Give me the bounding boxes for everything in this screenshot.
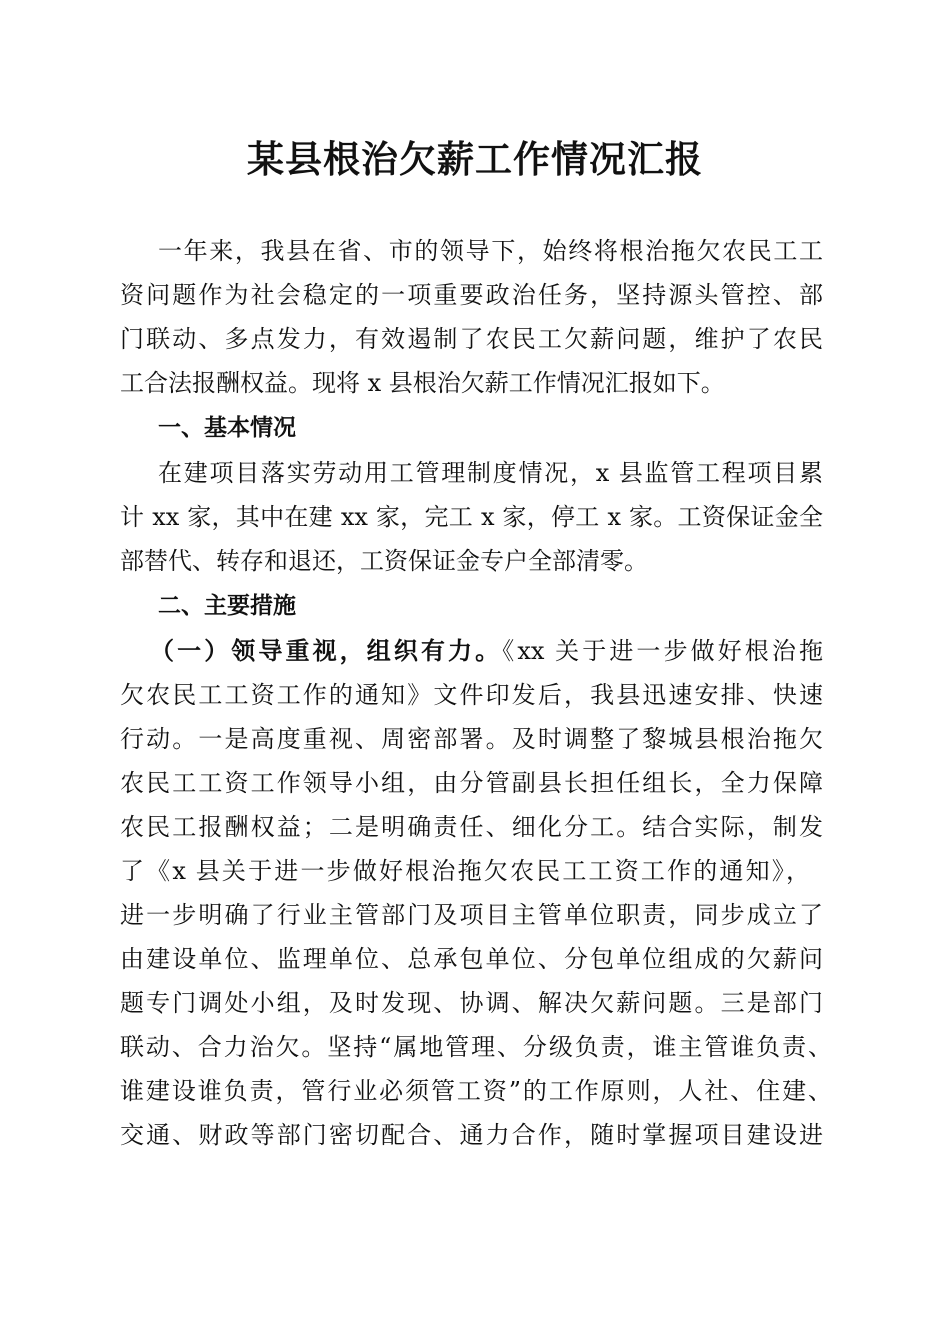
body-line: 计 xx 家，其中在建 xx 家，完工 x 家，停工 x 家。工资保证金全 bbox=[120, 503, 823, 531]
intro-line: 一年来，我县在省、市的领导下，始终将根治拖欠农民工工 bbox=[158, 237, 823, 265]
intro-line: 工合法报酬权益。现将 x 县根治欠薪工作情况汇报如下。 bbox=[120, 369, 725, 397]
body-line: 交通、财政等部门密切配合、通力合作，随时掌握项目建设进 bbox=[120, 1121, 823, 1149]
section-heading-basic: 一、基本情况 bbox=[158, 415, 296, 441]
intro-line: 门联动、多点发力，有效遏制了农民工欠薪问题，维护了农民 bbox=[120, 325, 823, 353]
body-line: 在建项目落实劳动用工管理制度情况，x 县监管工程项目累 bbox=[158, 459, 823, 487]
body-line: 农民工报酬权益；二是明确责任、细化分工。结合实际，制发 bbox=[120, 813, 823, 841]
intro-line: 资问题作为社会稳定的一项重要政治任务，坚持源头管控、部 bbox=[120, 281, 823, 309]
body-line: 进一步明确了行业主管部门及项目主管单位职责，同步成立了 bbox=[120, 901, 823, 929]
body-line: 谁建设谁负责，管行业必须管工资”的工作原则，人社、住建、 bbox=[120, 1077, 832, 1105]
body-line: 农民工工资工作领导小组，由分管副县长担任组长，全力保障 bbox=[120, 769, 823, 797]
body-line: 部替代、转存和退还，工资保证金专户全部清零。 bbox=[120, 547, 648, 575]
subsection-first-line bbox=[150, 629, 823, 673]
body-line: 行动。一是高度重视、周密部署。及时调整了黎城县根治拖欠 bbox=[120, 725, 823, 753]
subsection-first-line-text: 《xx 关于进一步做好根治拖 bbox=[502, 637, 824, 665]
document-title: 某县根治欠薪工作情况汇报 bbox=[247, 137, 703, 181]
subsection-label: （一）领导重视，组织有力。 bbox=[150, 636, 503, 665]
section-heading-measures: 二、主要措施 bbox=[158, 593, 296, 619]
body-line: 联动、合力治欠。坚持“属地管理、分级负责，谁主管谁负责、 bbox=[120, 1033, 832, 1061]
body-line: 题专门调处小组，及时发现、协调、解决欠薪问题。三是部门 bbox=[120, 989, 823, 1017]
body-line: 由建设单位、监理单位、总承包单位、分包单位组成的欠薪问 bbox=[120, 945, 823, 973]
body-line: 欠农民工工资工作的通知》文件印发后，我县迅速安排、快速 bbox=[120, 681, 823, 709]
body-line: 了《x 县关于进一步做好根治拖欠农民工工资工作的通知》， bbox=[120, 857, 810, 885]
